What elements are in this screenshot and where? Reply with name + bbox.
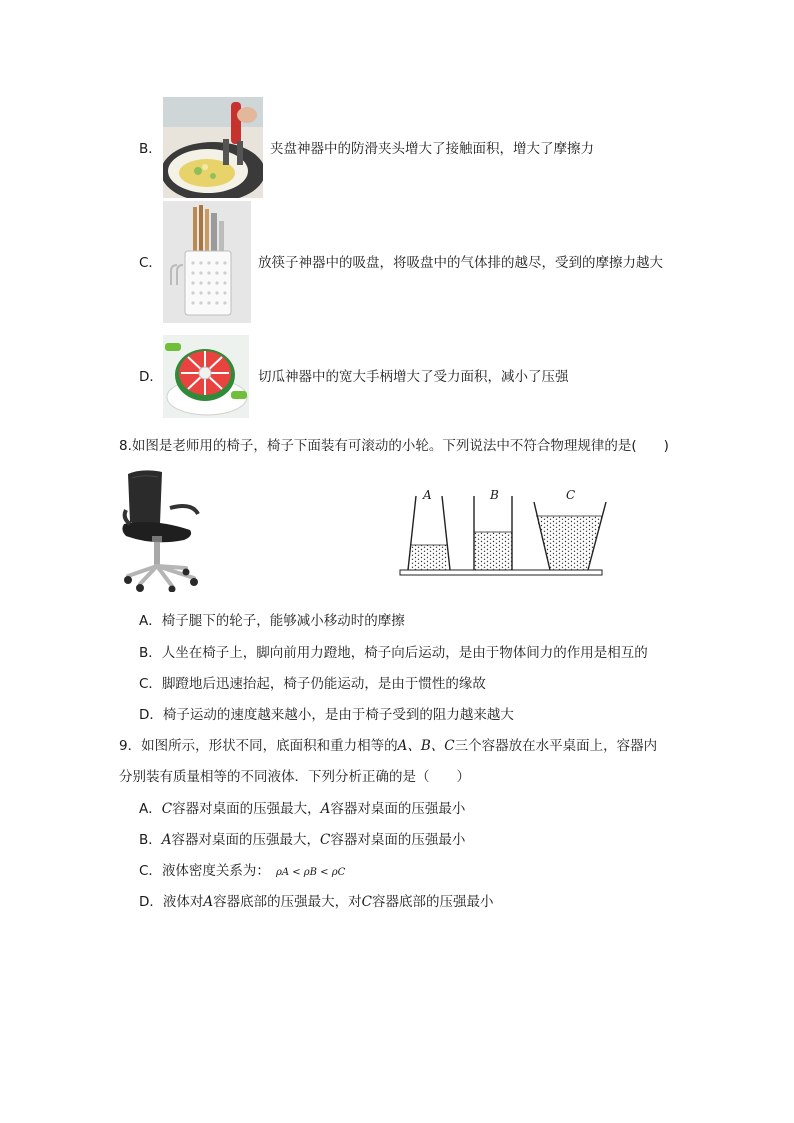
q9-option-d (139, 892, 494, 912)
q9-option-a-var1: C (161, 801, 173, 817)
q8-option-d-text: 椅子运动的速度越来越小，是由于椅子受到的阻力越来越大 (162, 707, 514, 723)
q9-stem-line2 (119, 767, 470, 787)
q9-stem-line1 (119, 736, 657, 756)
q9-option-a-letter: A． (139, 801, 162, 817)
q9-option-b-end: 容器对桌面的压强最小 (330, 832, 466, 848)
plate-clamp-photo (163, 97, 263, 198)
q9-option-d-end: 容器底部的压强最小 (372, 894, 494, 910)
q8-option-a-letter: A． (139, 613, 162, 629)
q9-stem-part2: 三个容器放在水平桌面上，容器内 (454, 738, 658, 754)
q9-option-a (139, 799, 465, 819)
q9-option-b-var2: C (320, 832, 331, 848)
q7-option-c-letter: C． (139, 255, 162, 271)
q9-option-c-letter: C． (139, 863, 162, 879)
q9-option-d-var1: A (203, 894, 214, 910)
q8-option-d (139, 705, 514, 725)
q9-option-b (139, 830, 465, 850)
q9-stem-letters: A、B、C (397, 738, 455, 754)
q8-option-c (139, 674, 486, 694)
q9-option-a-mid: 容器对桌面的压强最大， (172, 801, 321, 817)
q8-stem: 8.如图是老师用的椅子，椅子下面装有可滚动的小轮。下列说法中不符合物理规律的是( ) (119, 438, 669, 454)
q7-option-b-text: 夹盘神器中的防滑夹头增大了接触面积，增大了摩擦力 (270, 141, 594, 157)
office-chair-photo (120, 468, 204, 592)
melon-slicer-photo (163, 335, 249, 418)
container-label-c: C (566, 488, 576, 502)
q9-option-a-var2: A (320, 801, 331, 817)
chopstick-holder-photo (163, 201, 251, 323)
q9-stem-part1: 9．如图所示，形状不同，底面积和重力相等的 (119, 738, 398, 754)
q7-option-d-letter: D． (139, 369, 163, 385)
q9-option-b-mid: 容器对桌面的压强最大， (171, 832, 321, 848)
q8-option-a-text: 椅子腿下的轮子，能够减小移动时的摩擦 (161, 613, 405, 629)
container-label-a: A (423, 488, 432, 502)
q9-option-c-text: 液体密度关系为： (161, 863, 270, 879)
q9-option-d-pre: 液体对 (162, 894, 204, 910)
q7-option-b-letter: B． (139, 141, 162, 157)
q8-option-b (139, 643, 648, 663)
q9-option-a-end: 容器对桌面的压强最小 (330, 801, 466, 817)
q8-option-c-letter: C． (139, 676, 162, 692)
q8-option-b-letter: B． (139, 645, 162, 661)
q9-option-d-mid: 容器底部的压强最大，对 (213, 894, 362, 910)
q9-stem-part3: 分别装有质量相等的不同液体．下列分析正确的是（ ） (119, 769, 470, 785)
container-label-b: B (490, 488, 499, 502)
q9-option-d-var2: C (361, 894, 372, 910)
q8-option-b-text: 人坐在椅子上，脚向前用力蹬地，椅子向后运动，是由于物体间力的作用是相互的 (161, 645, 648, 661)
q9-option-c-formula: ρA < ρB < ρC (275, 867, 346, 878)
q8-option-d-letter: D． (139, 707, 163, 723)
q8-option-c-text: 脚蹬地后迅速抬起，椅子仍能运动，是由于惯性的缘故 (161, 676, 486, 692)
q7-option-d-text: 切瓜神器中的宽大手柄增大了受力面积，减小了压强 (258, 369, 569, 385)
q9-option-d-letter: D． (139, 894, 163, 910)
q8-option-a (139, 611, 405, 631)
q7-option-c-text: 放筷子神器中的吸盘，将吸盘中的气体排的越尽，受到的摩擦力越大 (258, 255, 663, 271)
q9-option-c (139, 861, 345, 883)
q9-option-b-letter: B． (139, 832, 162, 848)
q9-option-b-var1: A (161, 832, 172, 848)
